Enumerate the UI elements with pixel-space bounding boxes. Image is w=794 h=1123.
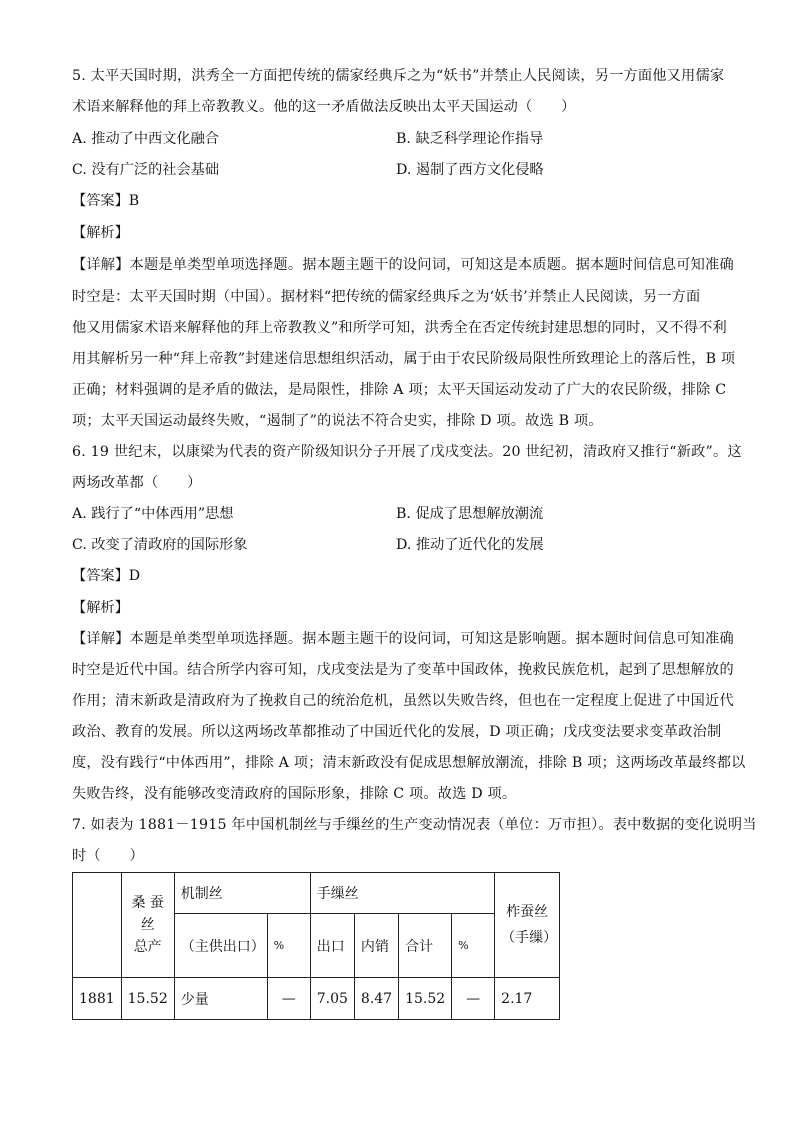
q6-detail-line-6: 失败告终，没有能够改变清政府的国际形象，排除 C 项。故选 D 项。 <box>72 786 517 802</box>
q5-detail-line-1: 【详解】本题是单类型单项选择题。据本题主题干的设问词，可知这是本质题。据本题时间信息可知准确 <box>72 257 734 273</box>
q6-detail-line-5: 度，没有践行“中体西用”，排除 A 项；清末新政没有促成思想解放潮流，排除 B 项；这两场改革最终都以 <box>72 755 746 771</box>
q6-analysis-heading: 【解析】 <box>72 600 129 616</box>
q6-stem-line-1: 6. 19 世纪末，以康梁为代表的资产阶级知识分子开展了戊戌变法。20 世纪初，清政府又推行“新政”。这 <box>72 444 742 460</box>
header-hand-silk: 手缫丝 <box>310 873 494 914</box>
header-hand-pct: % <box>452 914 495 978</box>
q5-detail-line-5: 正确；材料强调的是矛盾的做法，是局限性，排除 A 项；太平天国运动发动了广大的农民阶级，排除 C <box>72 382 727 398</box>
cell-hand-export: 7.05 <box>310 978 354 1020</box>
header-tussah-silk <box>495 873 560 978</box>
header-hand-domestic: 内销 <box>354 914 398 978</box>
q6-detail-line-2: 时空是近代中国。结合所学内容可知，戊戌变法是为了变革中国政体，挽救民族危机，起到了思想解放的 <box>72 662 734 678</box>
q6-detail-line-1: 【详解】本题是单类型单项选择题。据本题主题干的设问词，可知这是影响题。据本题时间信息可知准确 <box>72 631 734 647</box>
q6-detail-line-3: 作用；清末新政是清政府为了挽救自己的统治危机，虽然以失败告终，但也在一定程度上促进了中国近代 <box>72 693 734 709</box>
q6-option-a[interactable]: A. 践行了“中体西用”思想 <box>72 506 234 522</box>
cell-machine-export: 少量 <box>174 978 267 1020</box>
table-corner-cell <box>73 873 122 978</box>
cell-tussah: 2.17 <box>495 978 560 1020</box>
table-header-row <box>73 873 560 914</box>
header-machine-export: （主供出口） <box>174 914 267 978</box>
cell-hand-pct: — <box>452 978 495 1020</box>
cell-hand-total: 15.52 <box>399 978 452 1020</box>
header-machine-pct: % <box>267 914 310 978</box>
q5-option-d[interactable]: D. 遏制了西方文化侵略 <box>396 162 544 178</box>
header-tussah-line-2: （手缫） <box>501 930 558 946</box>
q6-option-b[interactable]: B. 促成了思想解放潮流 <box>396 506 544 522</box>
silk-production-table <box>72 872 560 1020</box>
q5-analysis-heading: 【解析】 <box>72 225 129 241</box>
header-mulberry-line-2: 丝 <box>140 917 155 933</box>
cell-hand-domestic: 8.47 <box>354 978 398 1020</box>
header-hand-total: 合计 <box>399 914 452 978</box>
header-hand-export: 出口 <box>310 914 354 978</box>
q5-detail-line-2: 时空是：太平天国时期（中国）。据材料“把传统的儒家经典斥之为‘妖书’并禁止人民阅读，另一方面 <box>72 289 701 305</box>
header-tussah-line-1: 柞蚕丝 <box>506 904 549 920</box>
q5-answer: 【答案】B <box>72 193 140 209</box>
header-mulberry-silk <box>121 873 174 978</box>
q6-option-c[interactable]: C. 改变了清政府的国际形象 <box>72 537 248 553</box>
table-row <box>73 978 560 1020</box>
q5-option-b[interactable]: B. 缺乏科学理论作指导 <box>396 131 544 147</box>
cell-year: 1881 <box>73 978 122 1020</box>
cell-mulberry-total: 15.52 <box>121 978 174 1020</box>
header-mulberry-line-3: 总产 <box>133 939 162 955</box>
q5-detail-line-3: 他又用儒家术语来解释他的拜上帝教教义”和所学可知，洪秀全在否定传统封建思想的同时，又不得不利 <box>72 320 727 336</box>
q5-detail-line-6: 项；太平天国运动最终失败，“遏制了”的说法不符合史实，排除 D 项。故选 B 项。 <box>72 413 603 429</box>
q5-detail-line-4: 用其解析另一种“拜上帝教”封建迷信思想组织活动，属于由于农民阶级局限性所致理论上的落后性，B 项 <box>72 351 736 367</box>
q6-stem-line-2: 两场改革都（ ） <box>72 475 202 491</box>
q6-option-d[interactable]: D. 推动了近代化的发展 <box>396 537 544 553</box>
q7-stem-line-2: 时（ ） <box>72 848 144 864</box>
header-machine-silk: 机制丝 <box>174 873 310 914</box>
q7-stem-line-1: 7. 如表为 1881－1915 年中国机制丝与手缫丝的生产变动情况表（单位：万市担）。表中数据的变化说明当 <box>72 817 757 833</box>
q5-option-c[interactable]: C. 没有广泛的社会基础 <box>72 162 220 178</box>
q5-stem-line-2: 术语来解释他的拜上帝教教义。他的这一矛盾做法反映出太平天国运动（ ） <box>72 99 576 115</box>
header-mulberry-line-1: 桑 蚕 <box>131 895 164 911</box>
q5-option-a[interactable]: A. 推动了中西文化融合 <box>72 131 219 147</box>
q6-answer: 【答案】D <box>72 568 141 584</box>
cell-machine-pct: — <box>267 978 310 1020</box>
q5-stem-line-1: 5. 太平天国时期，洪秀全一方面把传统的儒家经典斥之为“妖书”并禁止人民阅读，另一方面他又用儒家 <box>72 68 725 84</box>
q6-detail-line-4: 政治、教育的发展。所以这两场改革都推动了中国近代化的发展，D 项正确；戊戌变法要求变革政治制 <box>72 724 722 740</box>
